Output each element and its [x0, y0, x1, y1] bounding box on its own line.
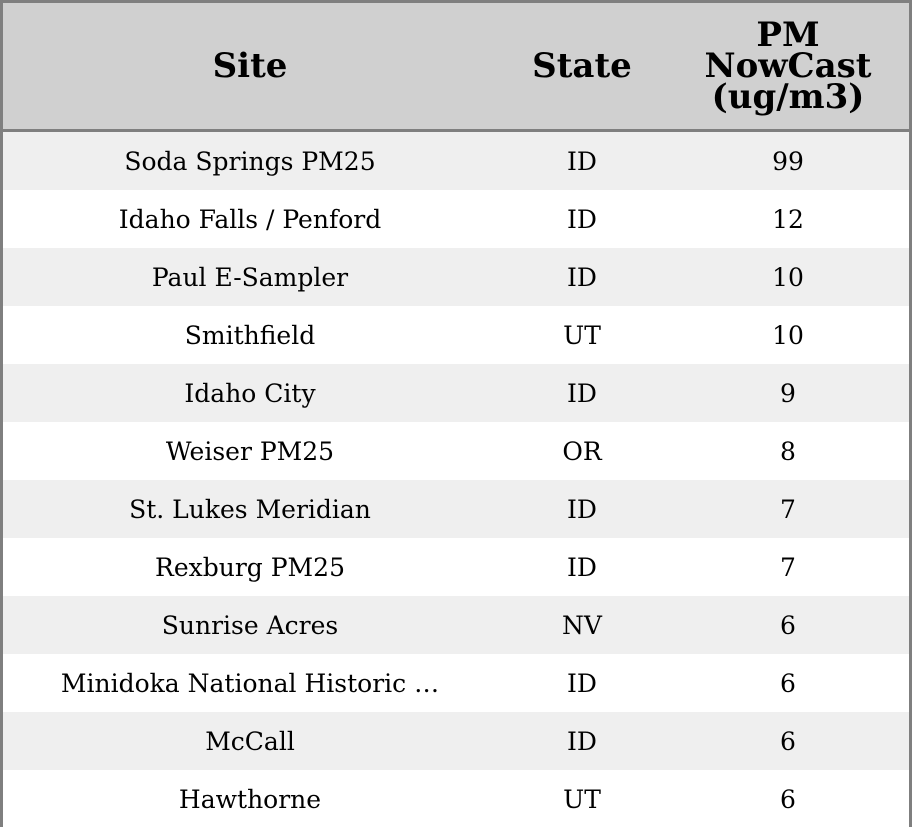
pm-nowcast-cell: 99 [772, 146, 804, 176]
table-row [3, 422, 909, 480]
state-cell: ID [567, 262, 597, 292]
site-cell: Weiser PM25 [165, 436, 335, 466]
pm-nowcast-cell: 9 [780, 378, 796, 408]
site-cell: Paul E-Sampler [151, 262, 349, 292]
table-row [3, 770, 909, 828]
site-cell: Minidoka National Historic … [60, 668, 440, 698]
state-cell: ID [567, 378, 597, 408]
column-header-state[interactable]: State [532, 45, 632, 86]
state-cell: ID [567, 204, 597, 234]
site-cell: Smithfield [184, 320, 316, 350]
table-row [3, 712, 909, 770]
site-cell: Soda Springs PM25 [124, 146, 376, 176]
pm-nowcast-cell: 6 [780, 726, 796, 756]
table-row [3, 654, 909, 712]
pm-nowcast-cell: 8 [780, 436, 796, 466]
site-cell: St. Lukes Meridian [129, 494, 371, 524]
column-header-pm-nowcast[interactable]: PM NowCast (ug/m3) [704, 14, 872, 117]
pm-nowcast-cell: 6 [780, 668, 796, 698]
state-cell: ID [567, 146, 597, 176]
site-cell: Hawthorne [178, 784, 322, 814]
table-row [3, 596, 909, 654]
table-body [3, 132, 909, 828]
state-cell: ID [567, 668, 597, 698]
table-row [3, 306, 909, 364]
pm-nowcast-cell: 10 [772, 262, 804, 292]
table-row [3, 364, 909, 422]
state-cell: UT [563, 784, 601, 814]
state-cell: OR [562, 436, 602, 466]
pm-nowcast-cell: 6 [780, 610, 796, 640]
pm-nowcast-cell: 10 [772, 320, 804, 350]
pm-nowcast-cell: 7 [780, 552, 796, 582]
state-cell: NV [562, 610, 602, 640]
state-cell: ID [567, 494, 597, 524]
site-cell: Idaho City [184, 378, 316, 408]
state-cell: ID [567, 552, 597, 582]
column-header-site[interactable]: Site [212, 45, 288, 86]
site-cell: Rexburg PM25 [155, 552, 345, 582]
site-cell: McCall [205, 726, 295, 756]
site-cell: Idaho Falls / Penford [118, 204, 382, 234]
table-row [3, 248, 909, 306]
pm-nowcast-cell: 6 [780, 784, 796, 814]
table-row [3, 190, 909, 248]
pm-nowcast-cell: 12 [772, 204, 804, 234]
table-row [3, 538, 909, 596]
table-row [3, 480, 909, 538]
table-row [3, 132, 909, 190]
pm-nowcast-cell: 7 [780, 494, 796, 524]
site-cell: Sunrise Acres [161, 610, 339, 640]
table-header [3, 3, 909, 132]
state-cell: UT [563, 320, 601, 350]
state-cell: ID [567, 726, 597, 756]
